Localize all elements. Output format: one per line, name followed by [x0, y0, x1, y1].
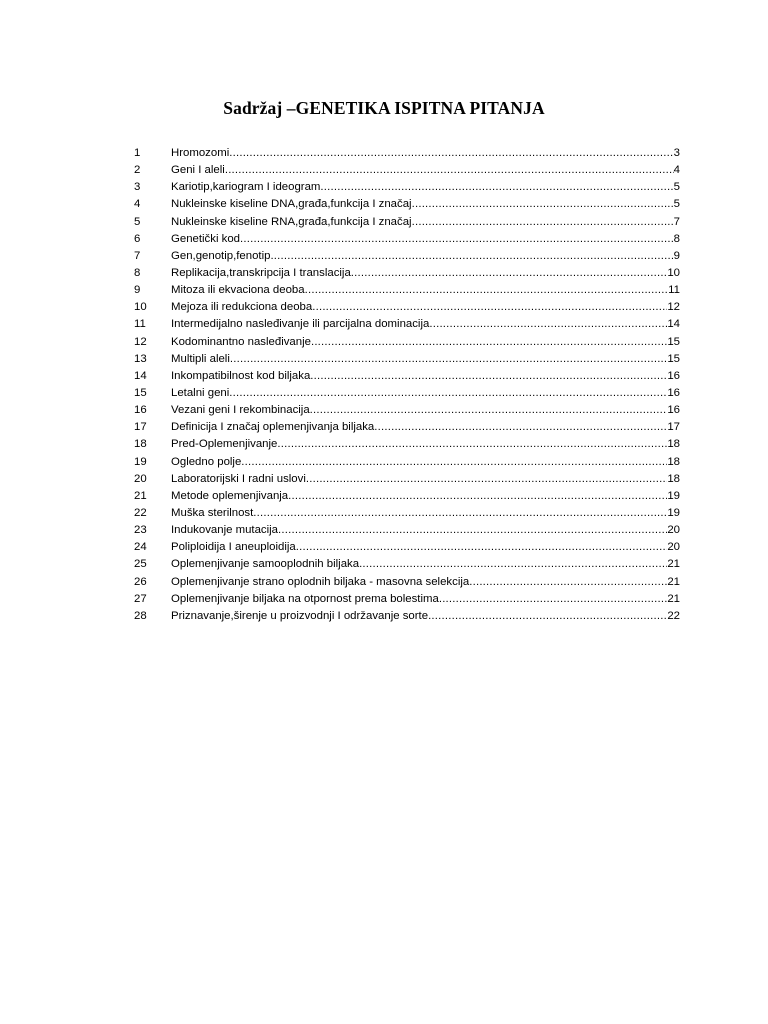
toc-entry-label: Poliploidija I aneuploidija: [171, 541, 296, 554]
toc-entry-label: Inkompatibilnost kod biljaka: [171, 369, 311, 382]
toc-entry-number: 11: [134, 318, 146, 331]
toc-entry-number: 27: [134, 592, 147, 605]
toc-entry[interactable]: [134, 436, 680, 453]
toc-entry-page: 14: [667, 318, 680, 331]
dot-leader: [296, 539, 668, 556]
toc-entry-label: Gen,genotip,fenotip: [171, 249, 271, 262]
dot-leader: [241, 454, 667, 471]
toc-entry-number: 21: [134, 489, 147, 502]
toc-entry-page: 18: [667, 438, 680, 451]
toc-entry-label: Geni I aleli: [171, 164, 225, 177]
dot-leader: [229, 145, 673, 162]
toc-entry[interactable]: [134, 402, 680, 419]
toc-entry-page: 7: [673, 215, 680, 228]
table-of-contents: [134, 145, 680, 625]
toc-entry-number: 20: [134, 472, 147, 485]
toc-entry[interactable]: [134, 505, 680, 522]
dot-leader: [412, 196, 674, 213]
toc-entry-number: 7: [134, 249, 141, 262]
toc-entry-page: 8: [673, 232, 680, 245]
toc-entry-page: 16: [667, 386, 680, 399]
toc-entry-page: 19: [667, 489, 680, 502]
toc-entry-page: 18: [667, 455, 680, 468]
dot-leader: [439, 591, 668, 608]
toc-entry-number: 17: [134, 421, 147, 434]
toc-entry-number: 10: [134, 301, 147, 314]
toc-entry-label: Muška sterilnost: [171, 506, 254, 519]
toc-entry-label: Indukovanje mutacija: [171, 524, 279, 537]
toc-entry-number: 2: [134, 164, 141, 177]
toc-entry[interactable]: [134, 214, 680, 231]
dot-leader: [469, 574, 667, 591]
dot-leader: [270, 248, 673, 265]
toc-entry[interactable]: [134, 556, 680, 573]
toc-entry-page: 9: [673, 249, 680, 262]
dot-leader: [253, 505, 667, 522]
toc-entry[interactable]: [134, 488, 680, 505]
dot-leader: [277, 436, 667, 453]
dot-leader: [229, 385, 667, 402]
toc-entry[interactable]: [134, 574, 680, 591]
toc-entry[interactable]: [134, 162, 680, 179]
toc-entry[interactable]: [134, 231, 680, 248]
toc-entry-page: 15: [667, 352, 680, 365]
dot-leader: [320, 179, 673, 196]
toc-entry[interactable]: [134, 196, 680, 213]
dot-leader: [428, 608, 667, 625]
dot-leader: [429, 316, 667, 333]
toc-entry-number: 15: [134, 386, 147, 399]
toc-entry-number: 28: [134, 609, 147, 622]
toc-entry-label: Vezani geni I rekombinacija: [171, 404, 310, 417]
toc-entry-number: 8: [134, 266, 141, 279]
toc-entry[interactable]: [134, 368, 680, 385]
toc-entry-label: Kariotip,kariogram I ideogram: [171, 181, 321, 194]
toc-entry[interactable]: [134, 282, 680, 299]
toc-entry-label: Mejoza ili redukciona deoba: [171, 301, 313, 314]
dot-leader: [278, 522, 667, 539]
toc-entry-page: 22: [667, 609, 680, 622]
toc-entry-label: Genetički kod: [171, 232, 241, 245]
toc-entry-number: 6: [134, 232, 141, 245]
dot-leader: [225, 162, 674, 179]
toc-entry-page: 17: [667, 421, 680, 434]
toc-entry[interactable]: [134, 179, 680, 196]
toc-entry[interactable]: [134, 351, 680, 368]
toc-entry-label: Hromozomi: [171, 147, 230, 159]
toc-entry-page: 16: [667, 404, 680, 417]
toc-entry[interactable]: [134, 419, 680, 436]
dot-leader: [310, 368, 667, 385]
toc-entry-label: Nukleinske kiseline DNA,građa,funkcija I značaj: [171, 198, 412, 211]
toc-entry-label: Laboratorijski I radni uslovi: [171, 472, 306, 485]
toc-entry-label: Nukleinske kiseline RNA,građa,funkcija I značaj: [171, 215, 412, 228]
toc-entry[interactable]: [134, 265, 680, 282]
toc-entry-page: 4: [673, 164, 680, 177]
toc-entry-number: 1: [134, 147, 141, 159]
toc-entry-number: 22: [134, 506, 147, 519]
toc-entry-number: 26: [134, 575, 147, 588]
toc-entry-label: Multipli aleli: [171, 352, 230, 365]
toc-entry[interactable]: [134, 522, 680, 539]
toc-entry[interactable]: [134, 591, 680, 608]
dot-leader: [305, 282, 669, 299]
toc-entry-label: Definicija I značaj oplemenjivanja biljaka: [171, 421, 375, 434]
toc-entry-number: 25: [134, 558, 147, 571]
toc-entry[interactable]: [134, 145, 680, 162]
page-title: Sadržaj –GENETIKA ISPITNA PITANJA: [223, 98, 545, 118]
toc-entry-number: 24: [134, 541, 147, 554]
dot-leader: [359, 556, 667, 573]
toc-entry-number: 18: [134, 438, 147, 451]
toc-entry[interactable]: [134, 471, 680, 488]
toc-entry-label: Kodominantno nasleđivanje: [171, 335, 311, 348]
toc-entry-number: 9: [134, 284, 141, 297]
toc-entry[interactable]: [134, 316, 680, 333]
toc-entry-label: Replikacija,transkripcija I translacija: [171, 266, 351, 279]
toc-entry[interactable]: [134, 334, 680, 351]
toc-entry-label: Intermedijalno nasleđivanje ili parcijalna dominacija: [171, 318, 430, 331]
toc-entry[interactable]: [134, 248, 680, 265]
toc-entry-page: 5: [673, 181, 680, 194]
toc-entry-page: 15: [667, 335, 680, 348]
toc-entry-label: Priznavanje,širenje u proizvodnji I održavanje sorte: [171, 609, 429, 622]
toc-entry-number: 5: [134, 215, 141, 228]
toc-entry-label: Metode oplemenjivanja: [171, 489, 289, 502]
toc-entry-page: 18: [667, 472, 680, 485]
toc-entry-page: 21: [667, 558, 680, 571]
toc-entry-number: 13: [134, 352, 147, 365]
toc-entry-number: 14: [134, 369, 147, 382]
toc-entry[interactable]: [134, 608, 680, 625]
toc-entry[interactable]: [134, 454, 680, 471]
toc-entry-label: Oplemenjivanje biljaka na otpornost prema bolestima: [171, 592, 439, 605]
toc-entry-page: 5: [673, 198, 680, 211]
toc-entry-label: Mitoza ili ekvaciona deoba: [171, 284, 305, 297]
toc-entry-label: Letalni geni: [171, 386, 230, 399]
dot-leader: [306, 471, 667, 488]
toc-entry-number: 19: [134, 455, 147, 468]
toc-entry-label: Pred-Oplemenjivanje: [171, 438, 278, 451]
toc-entry-page: 21: [667, 592, 680, 605]
dot-leader: [288, 488, 667, 505]
toc-entry-page: 3: [673, 147, 680, 159]
toc-entry[interactable]: [134, 385, 680, 402]
dot-leader: [374, 419, 667, 436]
toc-entry-page: 11: [668, 284, 680, 297]
toc-entry-page: 10: [667, 266, 680, 279]
toc-entry[interactable]: [134, 539, 680, 556]
toc-entry-label: Oplemenjivanje samooplodnih biljaka: [171, 558, 360, 571]
toc-entry-label: Oplemenjivanje strano oplodnih biljaka - masovna selekcija: [171, 575, 470, 588]
toc-entry-page: 12: [667, 301, 680, 314]
dot-leader: [310, 402, 668, 419]
toc-entry-page: 20: [667, 524, 680, 537]
toc-entry-number: 3: [134, 181, 141, 194]
dot-leader: [230, 351, 667, 368]
dot-leader: [351, 265, 668, 282]
toc-entry-number: 12: [134, 335, 147, 348]
dot-leader: [312, 299, 667, 316]
toc-entry-label: Ogledno polje: [171, 455, 242, 468]
toc-entry-number: 16: [134, 404, 147, 417]
toc-entry-page: 21: [667, 575, 680, 588]
dot-leader: [240, 231, 674, 248]
toc-entry[interactable]: [134, 299, 680, 316]
toc-entry-page: 20: [667, 541, 680, 554]
toc-entry-number: 4: [134, 198, 141, 211]
toc-entry-number: 23: [134, 524, 147, 537]
toc-entry-page: 19: [667, 506, 680, 519]
dot-leader: [412, 214, 674, 231]
dot-leader: [311, 334, 667, 351]
toc-entry-page: 16: [667, 369, 680, 382]
